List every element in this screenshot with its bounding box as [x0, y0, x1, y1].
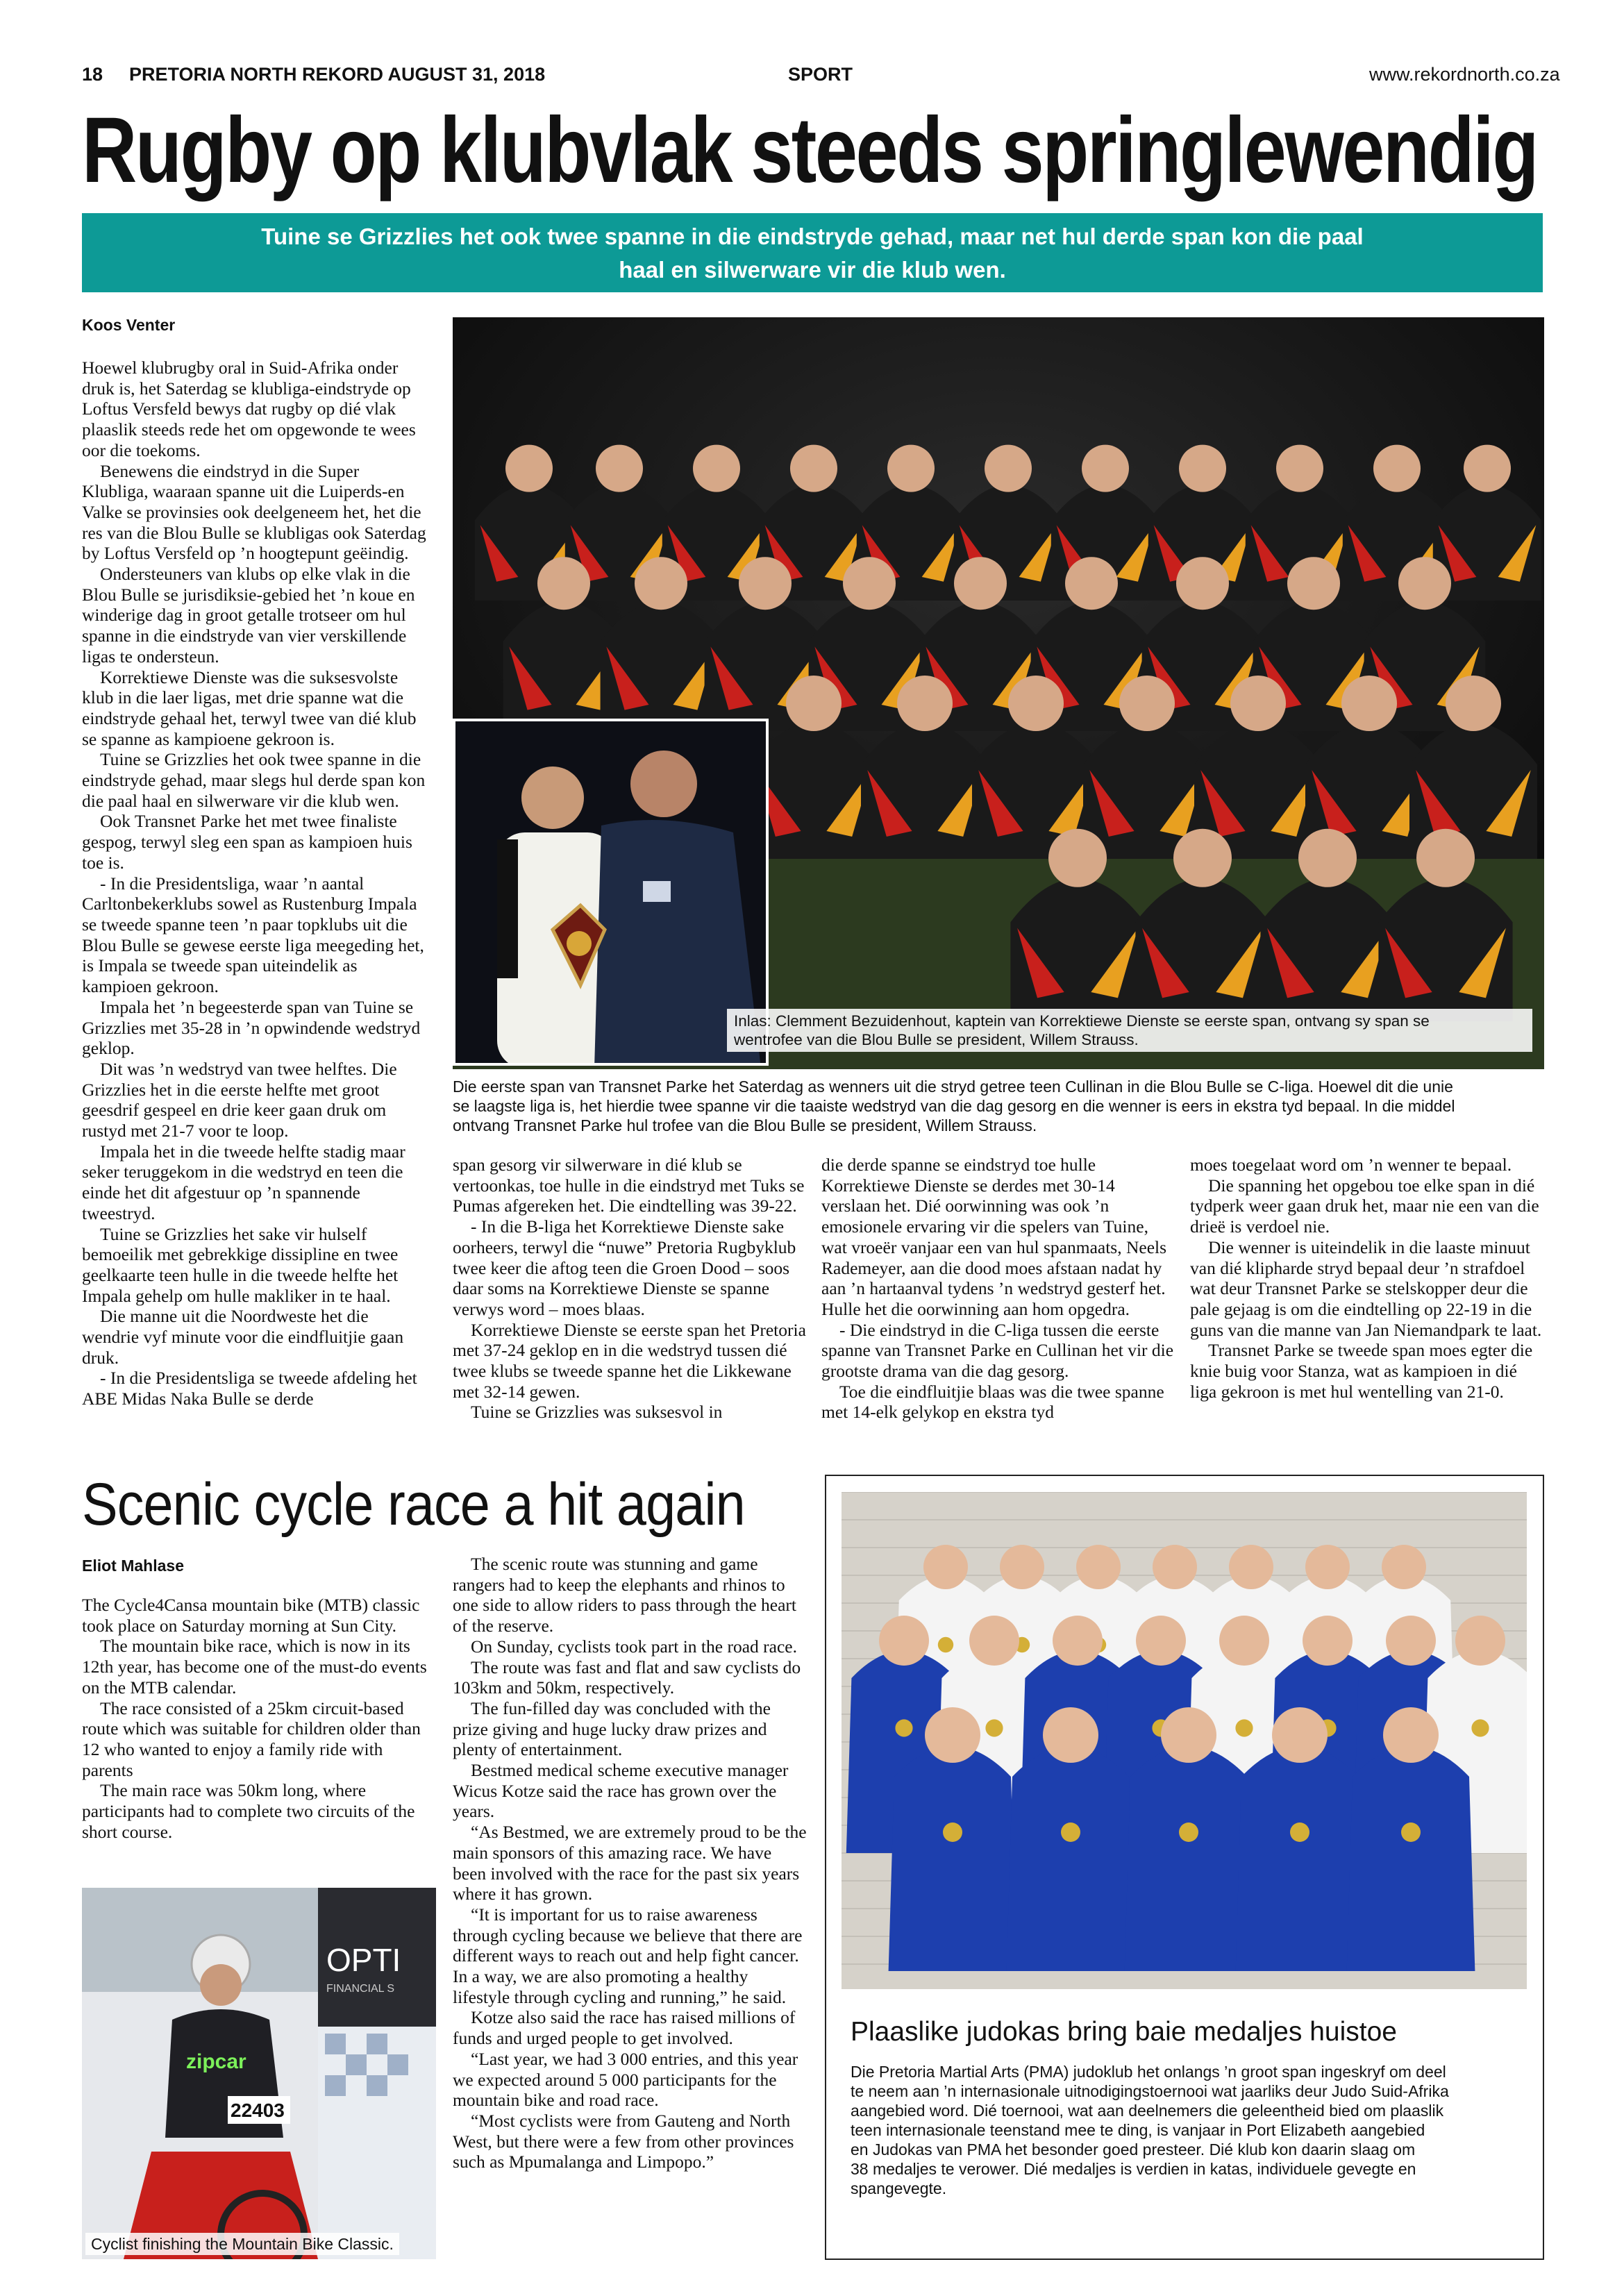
standfirst-line: Tuine se Grizzlies het ook twee spanne in die eindstryde gehad, maar net hul derde span kon die paal: [261, 224, 1364, 249]
paragraph: span gesorg vir silwerware in dié klub se vertoonkas, toe hulle in die eindstryd met Tuks se Pumas afgereken het. Die eindtelling was 39-22.: [453, 1155, 805, 1216]
paragraph: - In die B-liga het Korrektiewe Dienste sake oorheers, terwyl die “nuwe” Pretoria Rugbyklub twee keer die aftog teen die Groen Dood – soos daar soms na Korrektiewe Dienste se spanne verwys word – moes blaas.: [453, 1216, 796, 1319]
paragraph: Dit was ’n wedstryd van twee helftes. Die Grizzlies het in die eerste helfte met groot geesdrif gespeel en drie keer gaan druk om rustyd met 21-7 voor te loop.: [82, 1058, 397, 1141]
paragraph: Tuine se Grizzlies was suksesvol in: [471, 1402, 723, 1423]
paragraph: Ondersteuners van klubs op elke vlak in die Blou Bulle se jurisdiksie-gebied het ’n koue en winderige dag in groot getalle trotseer om hul spanne in die eindstryde van vier verskillende ligas te ondersteun.: [82, 564, 415, 667]
cyclist-photo: [82, 1888, 436, 2259]
paragraph: Korrektiewe Dienste was die suksesvolste klub in die laer ligas, met drie spanne wat die eindstryde gehaal het, terwyl twee van dié klub se spanne as kampioene gekroon is.: [82, 667, 417, 749]
judo-title: Plaaslike judokas bring baie medaljes huistoe: [851, 2017, 1397, 2047]
banner-text: OPTI: [326, 1942, 401, 1978]
website-link[interactable]: www.rekordnorth.co.za: [1369, 64, 1560, 85]
cycle-column-1: [82, 1595, 436, 1842]
inlay-photo: [453, 719, 769, 1066]
paragraph: - Die eindstryd in die C-liga tussen die eerste spanne van Transnet Parke en Cullinan het vir die grootste drama van die dag gesorg.: [821, 1319, 1174, 1382]
page-number: 18: [82, 64, 103, 85]
inlay-caption-line: wentrofee van die Blou Bulle se president, Willem Strauss.: [734, 1031, 1139, 1048]
judo-text: [851, 2062, 1527, 2198]
paragraph: The route was fast and flat and saw cyclists do 103km and 50km, respectively.: [453, 1657, 801, 1698]
cycle-byline: Eliot Mahlase: [82, 1557, 184, 1575]
publication-line: PRETORIA NORTH REKORD AUGUST 31, 2018: [129, 64, 546, 85]
paragraph: The fun-filled day was concluded with the prize giving and huge lucky draw prizes and plenty of entertainment.: [453, 1698, 771, 1760]
paragraph: Hoewel klubrugby oral in Suid-Afrika onder druk is, het Saterdag se klubliga-eindstryde op Loftus Versfeld bewys dat rugby op dié vlak plaaslik steeds rede het om opgewonde te wees oor die toekoms.: [82, 358, 416, 460]
paragraph: Impala het in die tweede helfte stadig maar seker teruggekom in die wedstryd en teen die einde het dit afgestuur op ’n spannende tweestryd.: [82, 1141, 405, 1223]
cycle-column-2: [453, 1554, 807, 2172]
standfirst-line: haal en silwerware vir die klub wen.: [619, 257, 1006, 283]
paragraph: Ook Transnet Parke het met twee finaliste gespog, terwyl sleg een span as kampioen huis toe is.: [82, 811, 412, 873]
paragraph: The main race was 50km long, where participants had to complete two circuits of the short course.: [82, 1780, 415, 1842]
cyclist-caption: Cyclist finishing the Mountain Bike Classic.: [85, 2233, 399, 2255]
judo-text-line: te neem aan ’n internasionale uitnodigingstoernooi wat jaarliks deur Judo Suid-Afrika: [851, 2082, 1449, 2100]
rugby-headline: Rugby op klubvlak steeds springlewendig: [82, 99, 1537, 202]
paragraph: “Last year, we had 3 000 entries, and this year we expected around 5 000 participants for the mountain bike and road race.: [453, 2048, 798, 2111]
paragraph: Die manne uit die Noordweste het die wendrie vyf minute voor die eindfluitjie gaan druk.: [82, 1306, 404, 1368]
judo-team-illustration: [842, 1492, 1527, 1989]
rugby-standfirst: [82, 213, 1543, 292]
paragraph: Toe die eindfluitjie blaas was die twee spanne met 14-elk gelykop en ekstra tyd: [821, 1381, 1164, 1423]
rugby-column-4: [1190, 1155, 1544, 1402]
bib-number: 22403: [231, 2100, 285, 2121]
paragraph: - In die Presidentsliga, waar ’n aantal Carltonbekerklubs sowel as Rustenburg Impala se tweede spanne teen ’n paar topklubs uit die Blou Bulle se gewese eerste liga meegeding het, is Impala se tweede span uiteindelik as kampioen gekroon.: [82, 873, 424, 997]
cyclist-illustration: [82, 1888, 436, 2259]
paragraph: “As Bestmed, we are extremely proud to be the main sponsors of this amazing race. We have been involved with the race for the past six years where it has grown.: [453, 1822, 807, 1904]
caption-line: Die eerste span van Transnet Parke het Saterdag as wenners uit die stryd getree teen Cullinan in die Blou Bulle se C-liga. Hoewel dit die unie: [453, 1078, 1453, 1096]
paragraph: On Sunday, cyclists took part in the road race.: [471, 1636, 797, 1657]
cycle-headline: Scenic cycle race a hit again: [82, 1471, 745, 1538]
judo-text-line: en Judokas van PMA het besonder goed presteer. Dié klub kon daarin slaag om: [851, 2140, 1416, 2159]
judo-text-line: spangevegte.: [851, 2179, 947, 2197]
paragraph: Transnet Parke se tweede span moes egter die knie buig voor Stanza, wat as kampioen in dié liga gekroon is met hul wentelling van 21-0.: [1190, 1340, 1533, 1402]
inlay-caption-line: Inlas: Clemment Bezuidenhout, kaptein van Korrektiewe Dienste se eerste span, ontvang sy span se: [734, 1012, 1430, 1030]
trophy-presentation-illustration: [455, 721, 769, 1066]
paragraph: The race consisted of a 25km circuit-based route which was suitable for children older than 12 who wanted to enjoy a family ride with parents: [82, 1698, 421, 1780]
banner-subtext: FINANCIAL S: [326, 1983, 395, 1995]
rugby-column-2: [453, 1155, 807, 1423]
rugby-column-3: [821, 1155, 1175, 1423]
paragraph: Korrektiewe Dienste se eerste span het Pretoria met 37-24 geklop en in die wedstryd tussen dié twee klubs se tweede spanne het die Likkewane met 32-14 gewen.: [453, 1319, 806, 1402]
judo-text-line: teen internasionale teenstand mee te ding, is vanjaar in Port Elizabeth aangebied: [851, 2121, 1425, 2139]
paragraph: “Most cyclists were from Gauteng and North West, but there were a few from other provinces such as Mpumalanga and Limpopo.”: [453, 2110, 794, 2172]
paragraph: Die spanning het opgebou toe elke span in dié tydperk weer gaan druk het, maar nie een van die drieë is verdoel nie.: [1190, 1175, 1539, 1237]
paragraph: Bestmed medical scheme executive manager Wicus Kotze said the race has grown over the years.: [453, 1760, 789, 1822]
judo-text-line: Die Pretoria Martial Arts (PMA) judoklub het onlangs ’n groot span ingeskryf om deel: [851, 2063, 1446, 2081]
paragraph: The mountain bike race, which is now in its 12th year, has become one of the must-do events on the MTB calendar.: [82, 1636, 427, 1698]
paragraph: Tuine se Grizzlies het sake vir hulself bemoeilik met gebrekkige dissipline en twee geelkaarte teen hulle in die tweede helfte het Impala gehelp om hulle makliker in te haal.: [82, 1223, 399, 1306]
judo-team-photo: [842, 1492, 1527, 1989]
caption-line: ontvang Transnet Parke hul trofee van die Blou Bulle se president, Willem Strauss.: [453, 1116, 1037, 1134]
paragraph: The scenic route was stunning and game rangers had to keep the elephants and rhinos to one side to allow riders to pass through the heart of the reserve.: [453, 1554, 797, 1636]
paragraph: - In die Presidentsliga se tweede afdeling het ABE Midas Naka Bulle se derde: [82, 1368, 417, 1409]
paragraph: moes toegelaat word om ’n wenner te bepaal.: [1190, 1155, 1512, 1175]
paragraph: “It is important for us to raise awareness through cycling because we believe that there are different ways to reach out and help fight cancer. In a way, we are also promoting a healthy lifestyle through cycling and running,” he said.: [453, 1904, 803, 2007]
paragraph: Benewens die eindstryd in die Super Klubliga, waaraan spanne uit die Luiperds-en Valke se provinsies ook deelgeneem het, het die res van die Blou Bulle se klubligas ook Saterdag by Loftus Versfeld op ’n hoogtepunt geëindig.: [82, 460, 426, 564]
paragraph: die derde spanne se eindstryd toe hulle Korrektiewe Dienste se derdes met 30-14 verslaan het. Dié oorwinning was ook ’n emosionele ervaring vir die spelers van Tuine, wat vroeër vanjaar een van hul spanmaats, Neels Rademeyer, aan die dood moes afstaan nadat hy aan ’n hartaanval tydens ’n wedstryd gesterf het. Hulle het die oorwinning aan hom opgedra.: [821, 1155, 1167, 1319]
caption-line: se laagste liga is, het hierdie twee spanne vir die taaiste wedstryd van die dag gesorg en die wenner is eers in ekstra tyd bepaal. In die middel: [453, 1097, 1455, 1115]
rugby-byline: Koos Venter: [82, 316, 176, 334]
jersey-text: zipcar: [186, 2050, 246, 2073]
paragraph: Die wenner is uiteindelik in die laaste minuut van dié klipharde stryd bepaal deur ’n strafdoel wat deur Transnet Parke se stelskopper deur die pale gejaag is om die eindtelling op 22-19 in die guns van die manne van Jan Niemandpark te laat.: [1190, 1237, 1542, 1340]
paragraph: Tuine se Grizzlies het ook twee spanne in die eindstryde gehad, maar slegs hul derde span kon die paal haal en silwerware vir die klub wen.: [82, 749, 426, 811]
rugby-photo-caption: [453, 1077, 1544, 1135]
paragraph: Kotze also said the race has raised millions of funds and urged people to get involved.: [453, 2007, 796, 2049]
inlay-caption: [727, 1009, 1532, 1052]
judo-text-line: aangebied word. Dié toernooi, wat aan deelnemers die geleentheid bied om plaaslik: [851, 2102, 1444, 2120]
rugby-column-1: [82, 358, 426, 1409]
paragraph: Impala het ’n begeesterde span van Tuine se Grizzlies met 35-28 in ’n opwindende wedstryd geklop.: [82, 996, 421, 1059]
paragraph: The Cycle4Cansa mountain bike (MTB) classic took place on Saturday morning at Sun City.: [82, 1595, 420, 1636]
judo-text-line: 38 medaljes te verower. Dié medaljes is verdien in katas, individuele gevegte en: [851, 2160, 1416, 2178]
section-label: SPORT: [788, 64, 853, 85]
